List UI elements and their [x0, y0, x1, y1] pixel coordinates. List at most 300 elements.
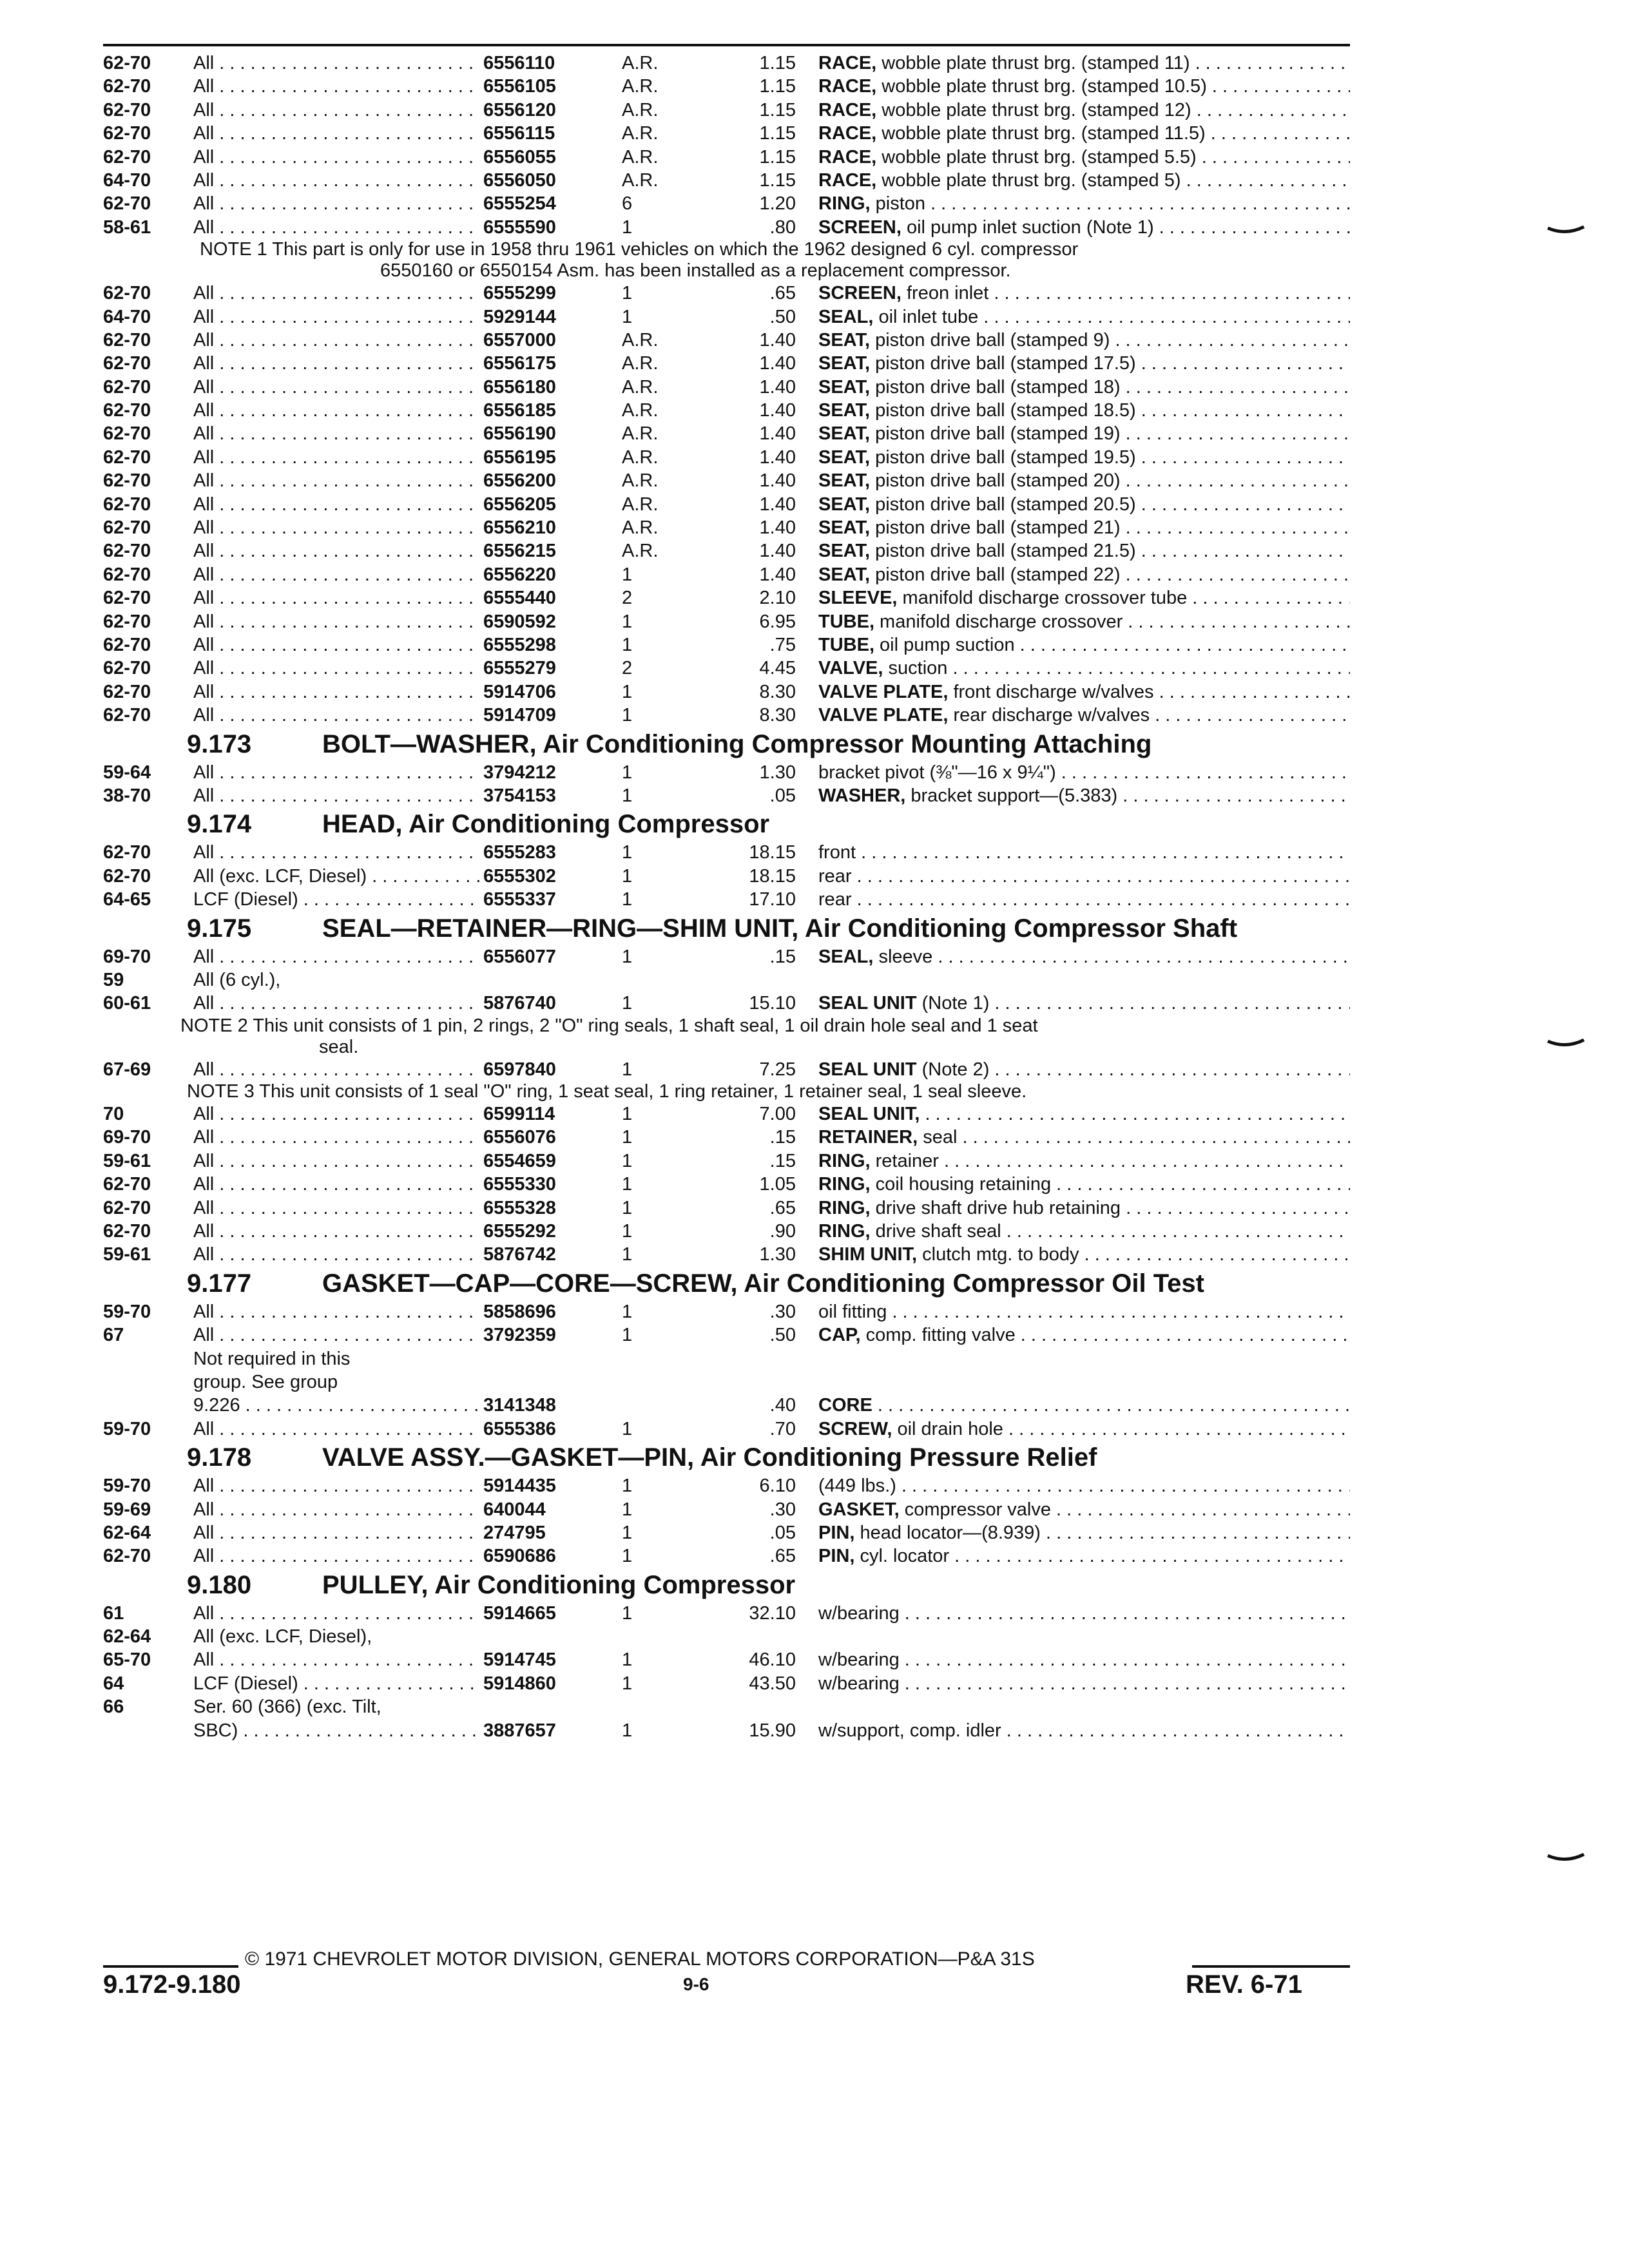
model-years: 62-70 [103, 705, 151, 726]
part-row [103, 539, 1350, 562]
model-years: 59-61 [103, 1150, 151, 1171]
description [818, 657, 1350, 680]
parts-listing [103, 52, 1350, 1742]
price: 17.10 [749, 889, 796, 910]
part-row [103, 586, 1350, 610]
part-row [103, 216, 1350, 239]
model-years: 64 [103, 1673, 124, 1694]
quantity: 1 [622, 1673, 633, 1694]
part-row [103, 1323, 1350, 1347]
part-number: 5914665 [483, 1602, 556, 1624]
price: 1.30 [759, 762, 796, 783]
price: .75 [769, 634, 796, 655]
part-detail: drive shaft drive hub retaining [870, 1197, 1121, 1218]
part-name: CORE [818, 1395, 872, 1416]
description [818, 169, 1350, 192]
description [818, 841, 1350, 864]
model-years: 62-70 [103, 1174, 151, 1195]
part-row [103, 1126, 1350, 1149]
application: All . . . [193, 680, 479, 704]
application: group. See group [193, 1371, 338, 1392]
part-row [103, 493, 1350, 516]
application: All . . . [193, 446, 479, 469]
description [818, 1602, 1350, 1625]
model-years: 65-70 [103, 1649, 151, 1671]
part-number: 3794212 [483, 762, 556, 783]
part-detail: drive shaft seal [870, 1221, 1001, 1242]
price: 8.30 [759, 681, 796, 702]
part-detail: wobble plate thrust brg. (stamped 5) [876, 169, 1181, 191]
part-detail: oil pump suction [874, 634, 1015, 655]
description [818, 992, 1350, 1015]
model-years: 64-70 [103, 169, 151, 191]
part-name: PIN, [818, 1546, 855, 1567]
part-number: 6597840 [483, 1059, 556, 1080]
part-name: SEAL, [818, 306, 874, 327]
group-title: GASKET—CAP—CORE—SCREW, Air Conditioning Compressor Oil Test [322, 1269, 1204, 1298]
application: All . . . [193, 122, 479, 145]
part-detail: piston drive ball (stamped 18) [870, 376, 1121, 398]
description [818, 192, 1350, 215]
part-number: 6556055 [483, 146, 556, 168]
group-title: PULLEY, Air Conditioning Compressor [322, 1570, 796, 1599]
model-years: 69-70 [103, 1127, 151, 1148]
part-detail: clutch mtg. to body [917, 1244, 1079, 1265]
part-row [103, 1602, 1350, 1625]
part-number: 3792359 [483, 1325, 556, 1346]
part-detail: wobble plate thrust brg. (stamped 10.5) [876, 76, 1207, 97]
quantity: A.R. [622, 423, 659, 445]
model-years: 62-70 [103, 353, 151, 374]
part-row [103, 657, 1350, 680]
scan-mark [1547, 224, 1585, 237]
part-name: VALVE PLATE, [818, 705, 949, 726]
part-detail: piston drive ball (stamped 22) [870, 564, 1121, 585]
footer-revision: REV. 6-71 [1186, 1970, 1302, 1999]
part-detail: freon inlet [901, 283, 989, 304]
application: All . . . [193, 761, 479, 784]
part-row [103, 399, 1350, 422]
part-detail: piston drive ball (stamped 19.5) [870, 447, 1136, 468]
part-detail: piston drive ball (stamped 20) [870, 470, 1121, 492]
group-heading [103, 912, 1350, 945]
quantity: 1 [622, 705, 633, 726]
description [818, 75, 1350, 98]
group-number: 9.180 [187, 1570, 252, 1599]
price: .50 [769, 306, 796, 327]
part-name: RING, [818, 1197, 871, 1218]
part-name: SEAT, [818, 400, 871, 421]
group-heading [103, 1267, 1350, 1300]
description [818, 1521, 1350, 1544]
application: All . . . [193, 376, 479, 399]
part-number: 5914435 [483, 1475, 556, 1497]
part-number: 6556115 [483, 123, 555, 144]
price: 1.15 [759, 99, 796, 120]
part-name: SEAT, [818, 423, 871, 445]
part-detail: bracket support—(5.383) [905, 785, 1118, 806]
group-number: 9.175 [187, 914, 252, 943]
model-years: 62-70 [103, 564, 151, 585]
description [818, 376, 1350, 399]
part-number: 6555254 [483, 193, 556, 215]
price: .15 [769, 1150, 796, 1171]
application: All (6 cyl.), [193, 969, 281, 990]
price: 1.15 [759, 146, 796, 168]
part-row [103, 305, 1350, 329]
price: 18.15 [749, 865, 796, 887]
application: All . . . [193, 657, 479, 680]
part-detail: rear [818, 865, 852, 887]
part-number: 6556077 [483, 946, 556, 967]
part-name: GASKET, [818, 1499, 900, 1520]
part-name: CAP, [818, 1325, 861, 1346]
description [818, 1544, 1350, 1568]
part-detail: sleeve [873, 946, 933, 967]
description [818, 52, 1350, 75]
description [818, 1672, 1350, 1695]
price: .15 [769, 946, 796, 967]
model-years: 61 [103, 1602, 124, 1624]
quantity: 1 [622, 283, 633, 304]
price: 1.40 [759, 470, 796, 492]
price: 1.40 [759, 423, 796, 445]
part-detail: w/bearing [818, 1602, 900, 1624]
description [818, 1498, 1350, 1521]
application: All . . . [193, 1300, 479, 1323]
part-name: SLEEVE, [818, 588, 898, 609]
model-years: 62-70 [103, 423, 151, 445]
part-name: SEAL UNIT [818, 1059, 917, 1080]
price: .80 [769, 216, 796, 238]
group-title: HEAD, Air Conditioning Compressor [322, 810, 770, 839]
application: All . . . [193, 516, 479, 539]
part-row [103, 1695, 1350, 1718]
quantity: 1 [622, 785, 633, 806]
quantity: 1 [622, 634, 633, 655]
part-name: SEAT, [818, 353, 871, 374]
part-row [103, 1544, 1350, 1568]
application: All . . . [193, 1323, 479, 1347]
part-number: 6556200 [483, 470, 556, 492]
application: All . . . [193, 586, 479, 610]
quantity: 1 [622, 1301, 633, 1322]
part-number: 5929144 [483, 306, 556, 327]
part-row [103, 282, 1350, 305]
quantity: 1 [622, 1499, 633, 1520]
scan-mark [1547, 1852, 1585, 1865]
part-detail: oil pump inlet suction (Note 1) [901, 216, 1154, 238]
application: All . . . [193, 1102, 479, 1126]
quantity: 1 [622, 842, 633, 863]
part-number: 5914709 [483, 705, 556, 726]
quantity: 1 [622, 1602, 633, 1624]
price: 6.10 [759, 1475, 796, 1497]
model-years: 62-70 [103, 193, 151, 215]
application: All . . . [193, 945, 479, 968]
application: All . . . [193, 329, 479, 352]
part-row [103, 99, 1350, 122]
application: All . . . [193, 841, 479, 864]
description [818, 1126, 1350, 1149]
model-years: 62-70 [103, 588, 151, 609]
part-detail: (Note 2) [916, 1059, 990, 1080]
part-detail: wobble plate thrust brg. (stamped 12) [876, 99, 1191, 120]
application: All . . . [193, 992, 479, 1015]
part-number: 5858696 [483, 1301, 556, 1322]
price: 4.45 [759, 658, 796, 679]
part-name: RING, [818, 1174, 871, 1195]
part-row [103, 1370, 1350, 1394]
model-years: 64-65 [103, 889, 151, 910]
model-years: 64-70 [103, 306, 151, 327]
application: All . . . [193, 216, 479, 239]
part-row [103, 968, 1350, 992]
part-number: 6599114 [483, 1104, 555, 1125]
part-name: SEAL UNIT [818, 993, 917, 1014]
part-name: VALVE, [818, 658, 883, 679]
part-number: 6555283 [483, 842, 556, 863]
part-row [103, 52, 1350, 75]
part-row [103, 516, 1350, 539]
part-name: SCREW, [818, 1418, 892, 1439]
quantity: A.R. [622, 400, 659, 421]
part-number: 6555302 [483, 865, 556, 887]
part-number: 6556180 [483, 376, 556, 398]
application: All . . . [193, 704, 479, 727]
price: .65 [769, 1546, 796, 1567]
part-detail: piston [870, 193, 926, 215]
footer-section-range: 9.172-9.180 [103, 1970, 241, 1999]
application: Not required in this [193, 1348, 351, 1369]
model-years: 62-70 [103, 99, 151, 120]
part-row [103, 1173, 1350, 1196]
part-number: 6556195 [483, 447, 556, 468]
model-years: 62-70 [103, 146, 151, 168]
application: All . . . [193, 563, 479, 586]
model-years: 62-70 [103, 517, 151, 539]
part-detail: rear [818, 889, 852, 910]
quantity: A.R. [622, 541, 659, 562]
quantity: A.R. [622, 123, 659, 144]
part-row [103, 146, 1350, 169]
price: 15.90 [749, 1720, 796, 1741]
quantity: 1 [622, 762, 633, 783]
part-row [103, 1521, 1350, 1544]
group-number: 9.173 [187, 729, 252, 758]
part-number: 6555292 [483, 1221, 556, 1242]
model-years: 67 [103, 1325, 124, 1346]
description [818, 469, 1350, 492]
quantity: 1 [622, 1059, 633, 1080]
price: .30 [769, 1301, 796, 1322]
part-row [103, 1196, 1350, 1220]
quantity: 1 [622, 681, 633, 702]
part-detail: w/bearing [818, 1673, 900, 1694]
application: All . . . [193, 633, 479, 657]
footnote-line: NOTE 1 This part is only for use in 1958 thru 1961 vehicles on which the 1962 designed 6 cyl. compressor [200, 239, 1079, 260]
model-years: 58-61 [103, 216, 151, 238]
part-row [103, 1102, 1350, 1126]
description [818, 563, 1350, 586]
description [818, 1058, 1350, 1081]
group-title: SEAL—RETAINER—RING—SHIM UNIT, Air Conditioning Compressor Shaft [322, 914, 1238, 943]
application: All . . . [193, 1173, 479, 1196]
part-number: 6555386 [483, 1418, 556, 1439]
group-number: 9.178 [187, 1443, 252, 1472]
quantity: 1 [622, 1244, 633, 1265]
part-detail: wobble plate thrust brg. (stamped 11.5) [876, 123, 1206, 144]
part-name: RACE, [818, 169, 877, 191]
price: 1.15 [759, 76, 796, 97]
part-number: 3141348 [483, 1395, 556, 1416]
model-years: 62-70 [103, 1221, 151, 1242]
price: .30 [769, 1499, 796, 1520]
part-row [103, 352, 1350, 375]
price: 1.40 [759, 517, 796, 539]
quantity: 1 [622, 1546, 633, 1567]
price: 8.30 [759, 705, 796, 726]
price: 1.40 [759, 329, 796, 351]
part-row [103, 1498, 1350, 1521]
application: All . . . [193, 352, 479, 375]
description [818, 493, 1350, 516]
quantity: 1 [622, 1104, 633, 1125]
part-number: 640044 [483, 1499, 546, 1520]
quantity: A.R. [622, 353, 659, 374]
description [818, 784, 1350, 807]
part-detail: bracket pivot (⅜"—16 x 9¼") [818, 762, 1056, 783]
part-row [103, 192, 1350, 215]
part-name: SEAL, [818, 946, 874, 967]
quantity: 1 [622, 993, 633, 1014]
quantity: 1 [622, 1197, 633, 1218]
part-row [103, 1058, 1350, 1081]
part-name: RACE, [818, 99, 877, 120]
model-years: 62-70 [103, 76, 151, 97]
model-years: 62-64 [103, 1626, 151, 1648]
part-name: WASHER, [818, 785, 906, 806]
description [818, 1173, 1350, 1196]
part-number: 6556076 [483, 1127, 556, 1148]
part-number: 5914706 [483, 681, 556, 702]
scan-mark [1547, 1037, 1585, 1050]
page-footer [103, 1948, 1350, 2003]
model-years: 62-70 [103, 494, 151, 515]
part-row [103, 1300, 1350, 1323]
model-years: 59-70 [103, 1475, 151, 1497]
model-years: 62-70 [103, 611, 151, 632]
footnote-line: 6550160 or 6550154 Asm. has been installed as a replacement compressor. [380, 260, 1011, 282]
price: 43.50 [749, 1673, 796, 1694]
application: 9.226 . . . [193, 1394, 479, 1417]
price: 1.40 [759, 447, 796, 468]
quantity: 1 [622, 1649, 633, 1671]
group-number: 9.174 [187, 810, 252, 839]
part-row [103, 169, 1350, 192]
price: 2.10 [759, 588, 796, 609]
part-name: SEAL UNIT, [818, 1104, 920, 1125]
footer-rule-right [1192, 1965, 1350, 1968]
application: All . . . [193, 305, 479, 329]
model-years: 62-70 [103, 681, 151, 702]
part-detail: oil fitting [818, 1301, 887, 1322]
part-number: 5876742 [483, 1244, 556, 1265]
model-years: 59-70 [103, 1418, 151, 1439]
model-years: 70 [103, 1104, 124, 1125]
model-years: 69-70 [103, 946, 151, 967]
part-number: 3887657 [483, 1720, 556, 1741]
price: 46.10 [749, 1649, 796, 1671]
group-heading [103, 727, 1350, 761]
group-title: BOLT—WASHER, Air Conditioning Compressor Mounting Attaching [322, 729, 1152, 758]
part-detail: wobble plate thrust brg. (stamped 11) [876, 53, 1190, 73]
part-detail: suction [883, 658, 948, 679]
top-rule [103, 44, 1350, 46]
part-number: 6555330 [483, 1174, 556, 1195]
group-number: 9.177 [187, 1269, 252, 1298]
part-name: RACE, [818, 123, 877, 144]
part-name: SHIM UNIT, [818, 1244, 918, 1265]
part-detail: front [818, 842, 856, 863]
description [818, 446, 1350, 469]
model-years: 62-70 [103, 376, 151, 398]
quantity: A.R. [622, 376, 659, 398]
part-row [103, 761, 1350, 784]
quantity: 1 [622, 865, 633, 887]
price: 6.95 [759, 611, 796, 632]
part-number: 6555590 [483, 216, 556, 238]
description [818, 1300, 1350, 1323]
part-row [103, 1220, 1350, 1243]
part-name: RACE, [818, 76, 877, 97]
application: All . . . [193, 1220, 479, 1243]
part-detail: piston drive ball (stamped 18.5) [870, 400, 1136, 421]
part-number: 6555279 [483, 658, 556, 679]
description [818, 422, 1350, 445]
part-name: TUBE, [818, 634, 874, 655]
application: All . . . [193, 539, 479, 562]
application: All . . . [193, 282, 479, 305]
quantity: A.R. [622, 494, 659, 515]
model-years: 67-69 [103, 1059, 151, 1080]
quantity: 1 [622, 306, 633, 327]
part-name: RETAINER, [818, 1127, 918, 1148]
application: All . . . [193, 399, 479, 422]
description [818, 1474, 1350, 1497]
description [818, 610, 1350, 633]
price: 7.00 [759, 1104, 796, 1125]
model-years: 62-70 [103, 1197, 151, 1218]
quantity: A.R. [622, 169, 659, 191]
application: All (exc. LCF, Diesel) . . . [193, 865, 479, 888]
part-row [103, 841, 1350, 864]
application: All . . . [193, 1126, 479, 1149]
part-number: 6556210 [483, 517, 556, 539]
part-row [103, 610, 1350, 633]
price: 18.15 [749, 842, 796, 863]
quantity: 1 [622, 1522, 633, 1543]
description [818, 99, 1350, 122]
application: All . . . [193, 493, 479, 516]
description [818, 1648, 1350, 1671]
part-number: 6556110 [483, 53, 555, 73]
footer-copyright: © 1971 CHEVROLET MOTOR DIVISION, GENERAL MOTORS CORPORATION—P&A 31S [245, 1948, 1035, 1970]
application: All . . . [193, 1058, 479, 1081]
part-number: 6556175 [483, 353, 556, 374]
part-detail: w/bearing [818, 1649, 900, 1671]
part-detail: manifold discharge crossover [874, 611, 1123, 632]
